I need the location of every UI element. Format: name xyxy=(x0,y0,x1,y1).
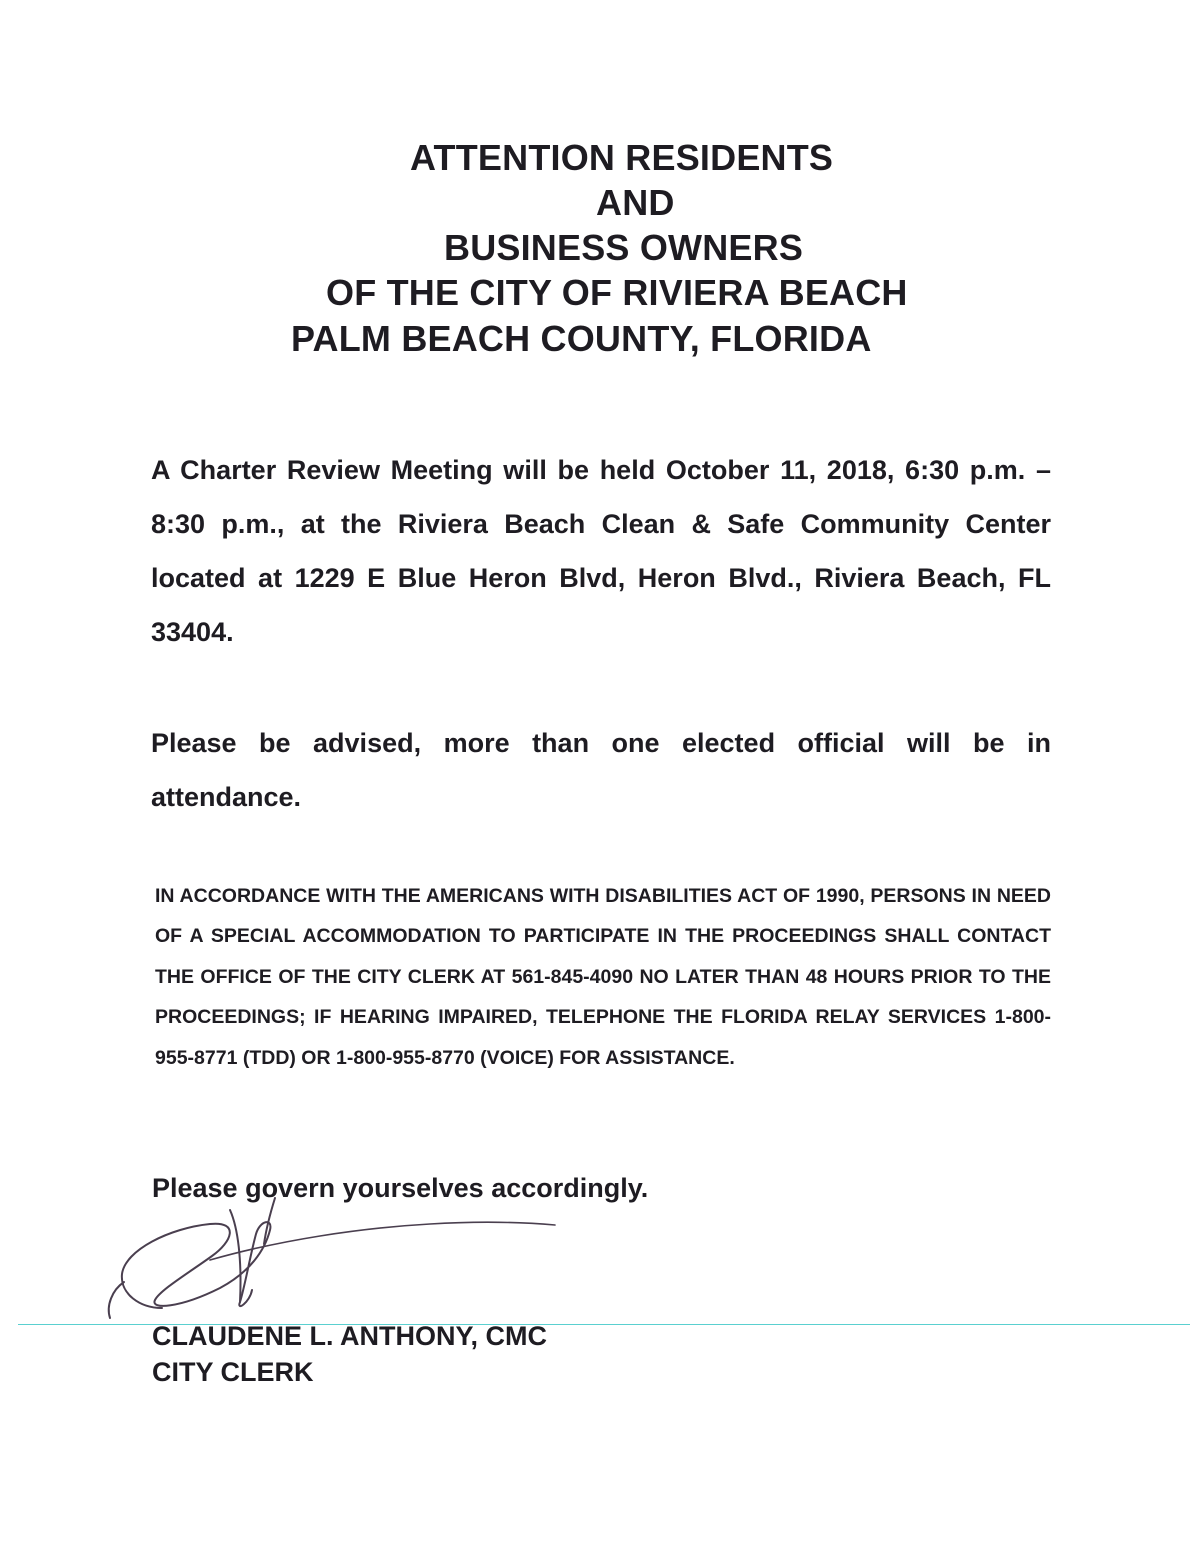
signer-title: CITY CLERK xyxy=(152,1357,314,1387)
signature-mark xyxy=(100,1190,570,1330)
heading-line-business-owners: BUSINESS OWNERS xyxy=(444,227,804,268)
closing-line: Please govern yourselves accordingly. xyxy=(152,1173,649,1203)
heading-line-and: AND xyxy=(596,182,675,223)
heading-line-attention: ATTENTION RESIDENTS xyxy=(410,137,834,178)
heading-line-county: PALM BEACH COUNTY, FLORIDA xyxy=(291,318,872,359)
signer-name: CLAUDENE L. ANTHONY, CMC xyxy=(152,1321,547,1351)
heading-line-city: OF THE CITY OF RIVIERA BEACH xyxy=(326,272,908,313)
attendance-advisory: Please be advised, more than one elected official will be in attendance. xyxy=(151,728,1051,812)
meeting-announcement: A Charter Review Meeting will be held October 11, 2018, 6:30 p.m. – 8:30 p.m., at the Riviera Beach Clean & Safe Community Center located at 1229 E Blue Heron Blvd, Heron Blvd., Riviera Beach, FL 33404. xyxy=(151,455,1051,647)
ada-notice: IN ACCORDANCE WITH THE AMERICANS WITH DISABILITIES ACT OF 1990, PERSONS IN NEED OF A SPECIAL ACCOMMODATION TO PARTICIPATE IN THE PROCEEDINGS SHALL CONTACT THE OFFICE OF THE CITY CLERK AT 561-845-4090 NO LATER THAN 48 HOURS PRIOR TO THE PROCEEDINGS; IF HEARING IMPAIRED, TELEPHONE THE FLORIDA RELAY SERVICES 1-800-955-8771 (TDD) OR 1-800-955-8770 (VOICE) FOR ASSISTANCE. xyxy=(155,885,1051,1069)
